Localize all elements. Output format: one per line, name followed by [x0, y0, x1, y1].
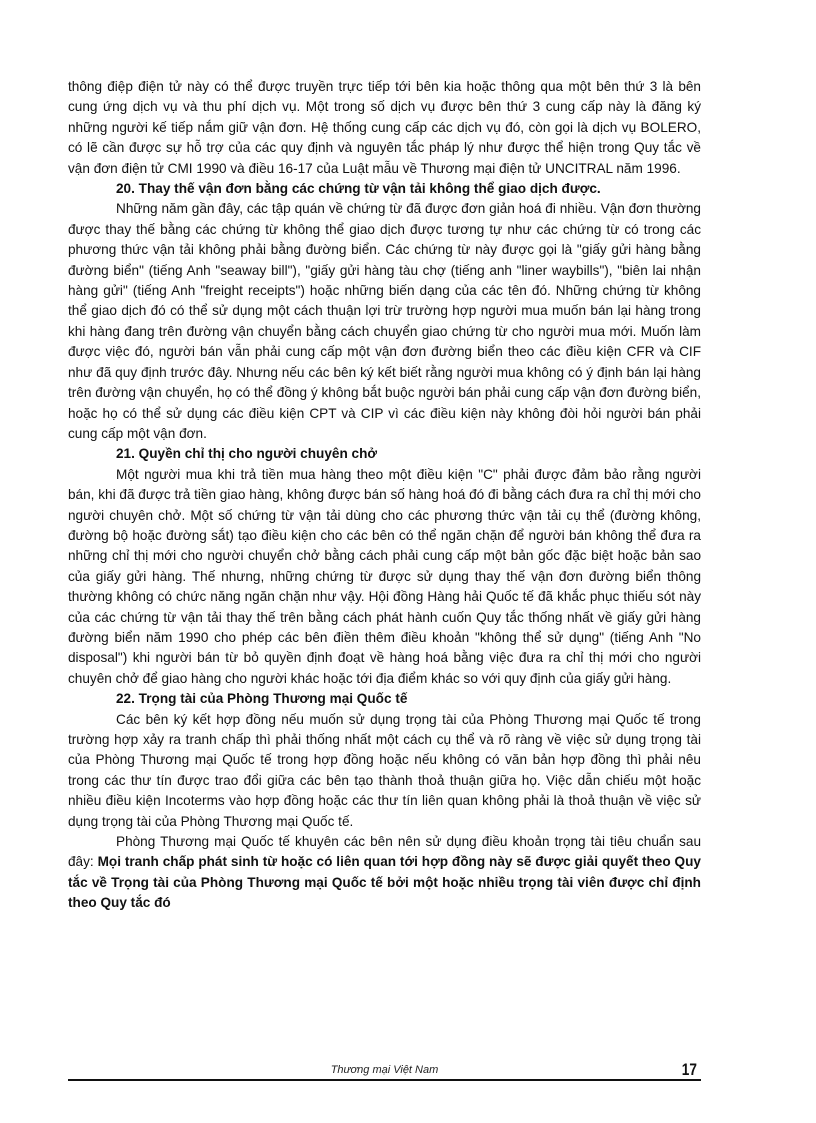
paragraph-section-21: Một người mua khi trả tiền mua hàng theo một điều kiện "C" phải được đảm bảo rằng người bán, khi đã được trả tiền giao hàng, không được bán số hàng hoá đó đi bằng cách đưa ra chỉ thị mới cho người chuyên chở. Một số chứng từ vận tải dùng cho các phương thức vận tải cụ thể (đường không, đường bộ hoặc đường sắt) tạo điều kiện cho các bên có thể ngăn chặn để người bán không thể đưa ra những chỉ thị mới cho người chuyển chở bằng cách phải cung cấp một bản gốc đặc biệt hoặc bản sao của giấy gửi hàng. Thế nhưng, những chứng từ được sử dụng thay thế vận đơn đường biển thông thường không có chức năng ngăn chặn như vậy. Hội đồng Hàng hải Quốc tế đã khắc phục thiếu sót này của các chứng từ vận tải thay thế trên bằng cách phát hành cuốn Quy tắc thống nhất về giấy gửi hàng đường biển năm 1990 cho phép các bên điền thêm điều khoản "không thể sử dụng" (tiếng Anh "No disposal") khi người bán từ bỏ quyền định đoạt về hàng hoá bằng việc đưa ra chỉ thị mới cho người chuyên chở để giao hàng cho người khác hoặc tới địa điểm khác so với quy định của giấy gửi hàng.	[68, 466, 701, 686]
paragraph-section-22b	[68, 832, 701, 914]
section-heading-20: 20. Thay thế vận đơn bằng các chứng từ vận tải không thể giao dịch được.	[116, 181, 601, 197]
arbitration-clause-lead: Phòng Thương mại Quốc tế khuyên các bên nên sử dụng điều khoản trọng tài tiêu chuẩn sau đây:	[68, 834, 701, 870]
footer-divider	[68, 1079, 701, 1081]
paragraph-continuation: thông điệp điện tử này có thể được truyền trực tiếp tới bên kia hoặc thông qua một bên thứ 3 là bên cung ứng dịch vụ và thu phí dịch vụ. Một trong số dịch vụ được bên thứ 3 cung cấp này là đăng ký những người kế tiếp nắm giữ vận đơn. Hệ thống cung cấp các dịch vụ đó, còn gọi là dịch vụ BOLERO, có lẽ cần được sự hỗ trợ của các quy định và nguyên tắc pháp lý như được thể hiện trong Quy tắc về vận đơn điện tử CMI 1990 và điều 16-17 của Luật mẫu về Thương mại điện tử UNCITRAL năm 1996.	[68, 79, 701, 176]
body-text	[68, 77, 701, 914]
section-heading-21: 21. Quyền chỉ thị cho người chuyên chở	[116, 446, 378, 462]
arbitration-clause-text: Mọi tranh chấp phát sinh từ hoặc có liên quan tới hợp đồng này sẽ được giải quyết theo Quy tắc về Trọng tài của Phòng Thương mại Quốc tế bởi một hoặc nhiều trọng tài viên được chỉ định theo Quy tắc đó	[68, 854, 701, 911]
document-page	[68, 0, 701, 1123]
section-heading-22: 22. Trọng tài của Phòng Thương mại Quốc tế	[116, 691, 408, 707]
page-number: 17	[681, 1060, 697, 1079]
paragraph-section-22a: Các bên ký kết hợp đồng nếu muốn sử dụng trọng tài của Phòng Thương mại Quốc tế trong trường hợp xảy ra tranh chấp thì phải thống nhất một cách cụ thể và rõ ràng về việc sử dụng trọng tài của Phòng Thương mại Quốc tế trong hợp đồng hoặc nếu không có văn bản hợp đồng thì phải nêu trong các thư tín được trao đổi giữa các bên tạo thành thoả thuận giữa họ. Việc dẫn chiếu một hoặc nhiều điều kiện Incoterms vào hợp đồng hoặc các thư tín liên quan không phải là thoả thuận về việc sử dụng trọng tài của Phòng Thương mại Quốc tế.	[68, 711, 701, 829]
paragraph-section-20: Những năm gần đây, các tập quán về chứng từ đã được đơn giản hoá đi nhiều. Vận đơn thường được thay thế bằng các chứng từ không thể giao dịch được tương tự như các chứng từ có trong các phương thức vận tải không phải bằng đường biển. Các chứng từ này được gọi là "giấy gửi hàng bằng đường biển" (tiếng Anh "seaway bill"), "giấy gửi hàng tàu chợ (tiếng anh "liner waybills"), "biên lai nhận hàng gửi" (tiếng Anh "freight receipts") hoặc những biến dạng của các tên đó. Những chứng từ không thể giao dịch đó có thể sử dụng một cách thuận lợi trừ trường hợp người mua muốn bán lại hàng trong khi hàng đang trên đường vận chuyển bằng cách chuyển giao chứng từ cho người mua mới. Muốn làm được việc đó, người bán vẫn phải cung cấp một vận đơn đường biển theo các điều kiện CFR và CIF như đã quy định trước đây. Nhưng nếu các bên ký kết biết rằng người mua không có ý định bán lại hàng trên đường vận chuyển, họ có thể đồng ý không bắt buộc người bán phải cung cấp vận đơn đường biển, hoặc họ có thể sử dụng các điều kiện CPT và CIP vì các điều kiện này không đòi hỏi người bán phải cung cấp một vận đơn.	[68, 201, 701, 441]
page-footer	[68, 1062, 701, 1082]
footer-title: Thương mại Việt Nam	[330, 1064, 439, 1076]
